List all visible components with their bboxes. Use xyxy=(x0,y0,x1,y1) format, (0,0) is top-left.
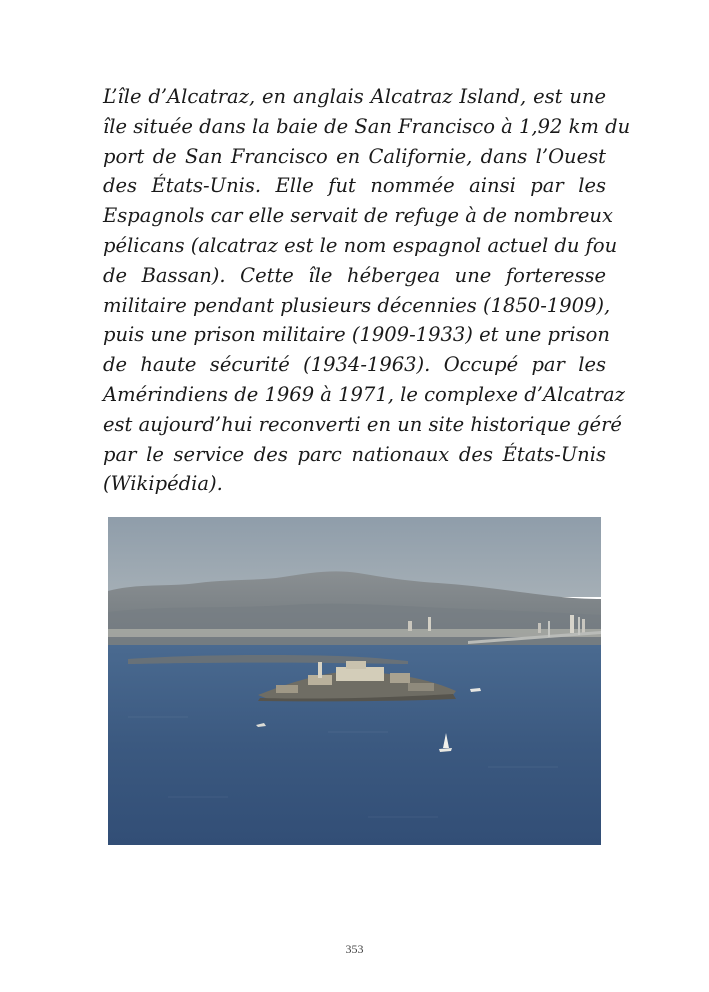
paragraph-line: Amérindiens de 1969 à 1971, le complexe d’Alcatraz xyxy=(103,382,625,406)
page-number: 353 xyxy=(345,942,364,956)
body-paragraph xyxy=(103,82,631,499)
paragraph-line: de haute sécurité (1934-1963). Occupé par les xyxy=(103,353,606,377)
paragraph-line: (Wikipédia). xyxy=(103,472,223,496)
paragraph-line: pélicans (alcatraz est le nom espagnol actuel du fou xyxy=(103,233,618,257)
paragraph-line: puis une prison militaire (1909-1933) et une prison xyxy=(103,323,610,347)
paragraph-line: île située dans la baie de San Francisco à 1,92 km du xyxy=(103,114,631,138)
paragraph-line: des États-Unis. Elle fut nommée ainsi par les xyxy=(103,174,606,198)
paragraph-line: L’île d’Alcatraz, en anglais Alcatraz Island, est une xyxy=(103,85,606,108)
paragraph-line: est aujourd’hui reconverti en un site historique géré xyxy=(103,412,622,436)
paragraph-line: Espagnols car elle servait de refuge à de nombreux xyxy=(103,204,613,228)
alcatraz-photo xyxy=(108,517,601,845)
paragraph-line: par le service des parc nationaux des États-Unis xyxy=(103,442,606,466)
paragraph-line: de Bassan). Cette île hébergea une forteresse xyxy=(103,263,606,287)
paragraph-line: port de San Francisco en Californie, dans l’Ouest xyxy=(103,144,606,168)
paragraph-line: militaire pendant plusieurs décennies (1850-1909), xyxy=(103,293,611,317)
